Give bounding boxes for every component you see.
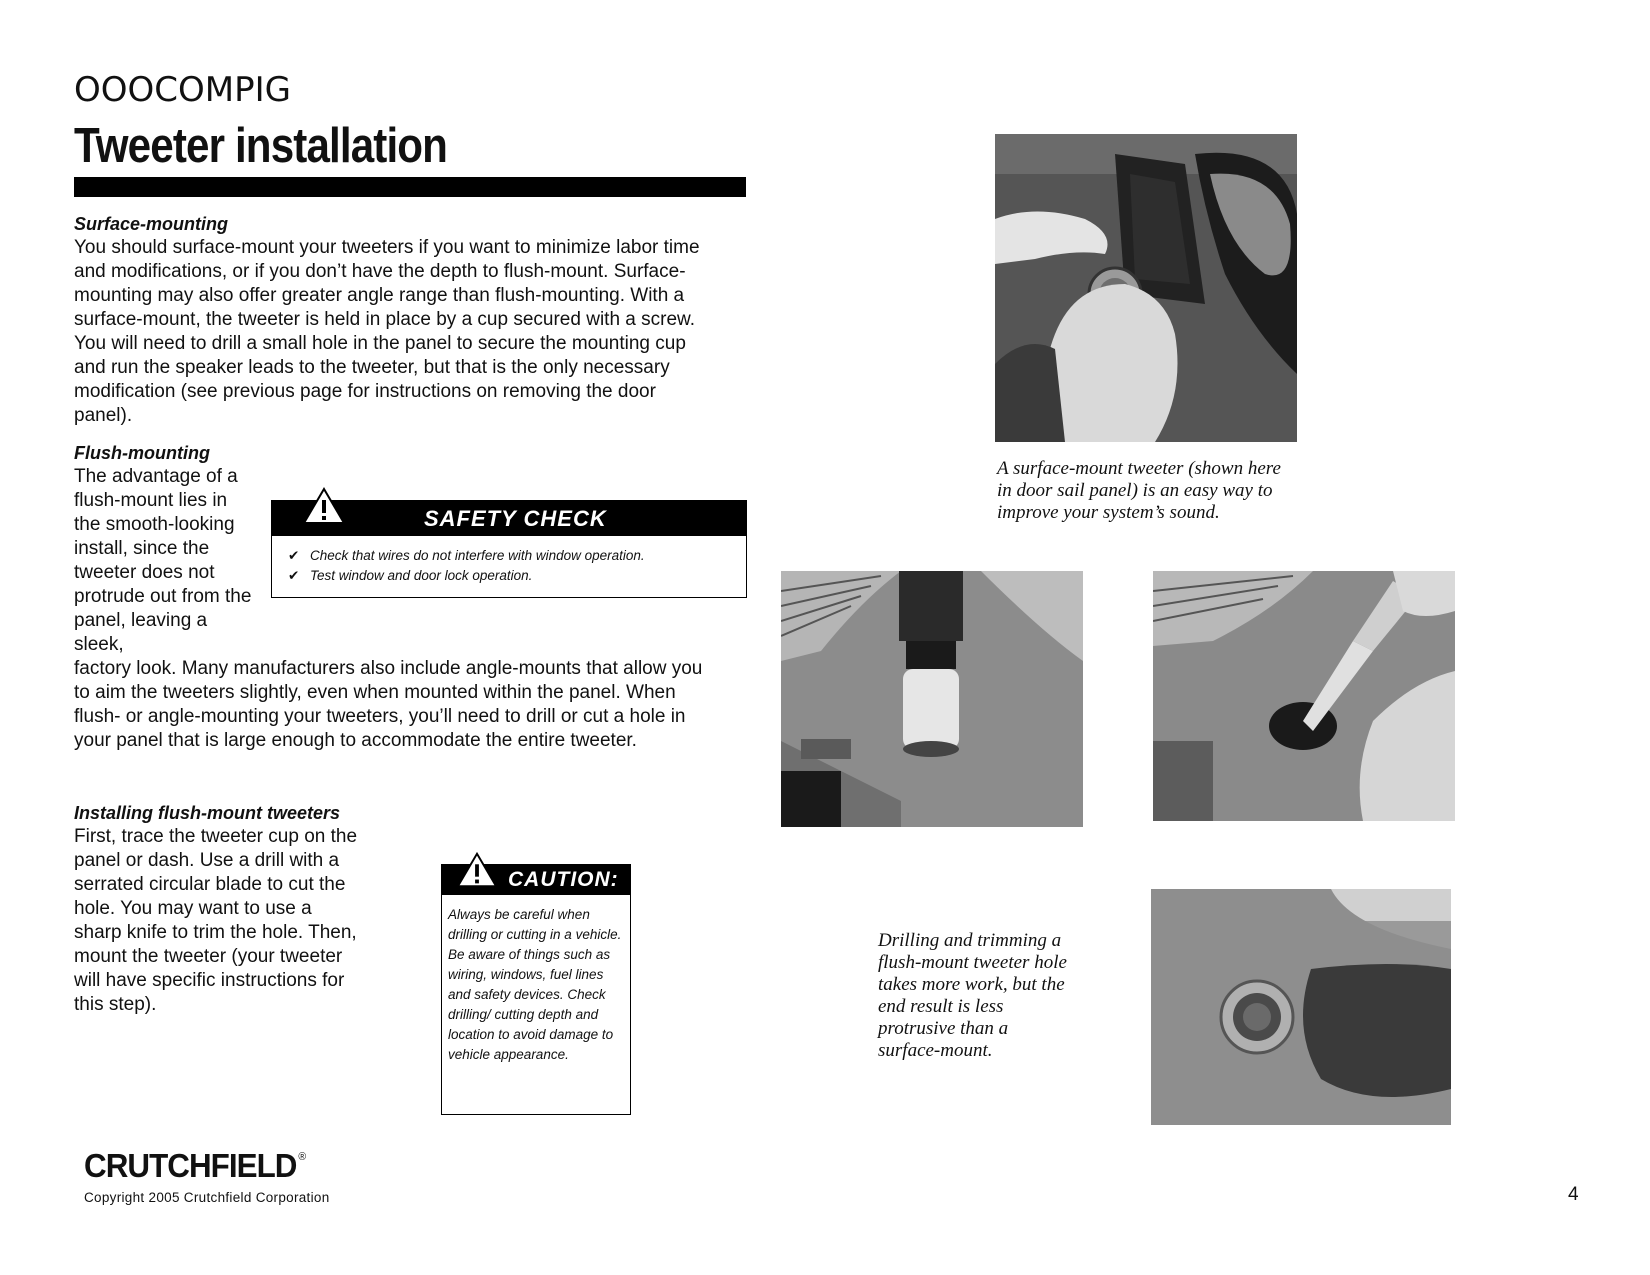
caution-title: CAUTION: xyxy=(508,868,619,891)
flush-photos-caption: Drilling and trimming a flush-mount tweeter hole takes more work, but the end result is less protrusive than a surface-mount. xyxy=(878,930,1067,1061)
surface-mounting-section xyxy=(74,212,714,428)
caution-text: Always be careful when drilling or cutting in a vehicle. Be aware of things such as wiring, windows, fuel lines and safety devices. Check drilling/ cutting depth and location to avoid damage to vehicle appearance. xyxy=(448,907,622,1062)
installing-section xyxy=(74,801,374,1017)
flush-mounting-text-wide: factory look. Many manufacturers also include angle-mounts that allow you to aim the tweeters slightly, even when mounted within the panel. When flush- or angle-mounting your tweeters, you’ll need to drill or cut a hole in your panel that is large enough to accommodate the entire tweeter. xyxy=(74,658,703,751)
copyright-text: Copyright 2005 Crutchfield Corporation xyxy=(84,1190,330,1205)
trimming-photo xyxy=(1153,571,1455,821)
safety-check-list xyxy=(272,536,746,586)
drilling-photo xyxy=(781,571,1083,827)
surface-mount-tweeter-photo xyxy=(995,134,1297,442)
caution-box xyxy=(441,864,631,1115)
safety-check-item: ✔ Check that wires do not interfere with window operation. xyxy=(288,546,746,566)
safety-check-header xyxy=(272,501,746,536)
surface-mounting-text: You should surface-mount your tweeters if you want to minimize labor time and modifications, or if you don’t have the depth to flush-mount. Surface-mounting may also offer greater angle range than flush-mounting. With a surface-mount, the tweeter is held in place by a cup secured with a screw. You will need to drill a small hole in the panel to secure the mounting cup and run the speaker leads to the tweeter, but that is the only necessary modification (see previous page for instructions on removing the door panel). xyxy=(74,237,700,426)
warning-icon xyxy=(456,851,498,889)
safety-check-item: ✔ Test window and door lock operation. xyxy=(288,566,746,586)
warning-icon xyxy=(302,487,346,525)
installing-heading: Installing flush-mount tweeters xyxy=(74,803,341,823)
flush-mounting-text-narrow: The advantage of a flush-mount lies in the smooth-looking install, since the tweeter does not protrude out from the panel, leaving a sleek, xyxy=(74,466,252,655)
installing-text: First, trace the tweeter cup on the panel or dash. Use a drill with a serrated circular blade to cut the hole. You may want to use a sharp knife to trim the hole. Then, mount the tweeter (your tweeter will have specific instructions for this step). xyxy=(74,826,358,1015)
document-code: OOOCOMPIG xyxy=(74,70,291,110)
caution-header xyxy=(442,865,630,895)
surface-mounting-heading: Surface-mounting xyxy=(74,214,229,234)
safety-check-title: SAFETY CHECK xyxy=(424,506,607,531)
page-number: 4 xyxy=(1568,1184,1579,1205)
page-title: Tweeter installation xyxy=(74,119,448,173)
crutchfield-logo: CRUTCHFIELD ® xyxy=(84,1147,306,1184)
check-icon: ✔ xyxy=(288,548,300,563)
title-rule xyxy=(74,177,746,197)
safety-check-box xyxy=(271,500,747,598)
flush-mounting-heading: Flush-mounting xyxy=(74,443,210,463)
check-icon: ✔ xyxy=(288,568,300,583)
flush-mounted-tweeter-photo xyxy=(1151,889,1451,1125)
surface-photo-caption: A surface-mount tweeter (shown here in door sail panel) is an easy way to improve your system’s sound. xyxy=(997,458,1281,523)
